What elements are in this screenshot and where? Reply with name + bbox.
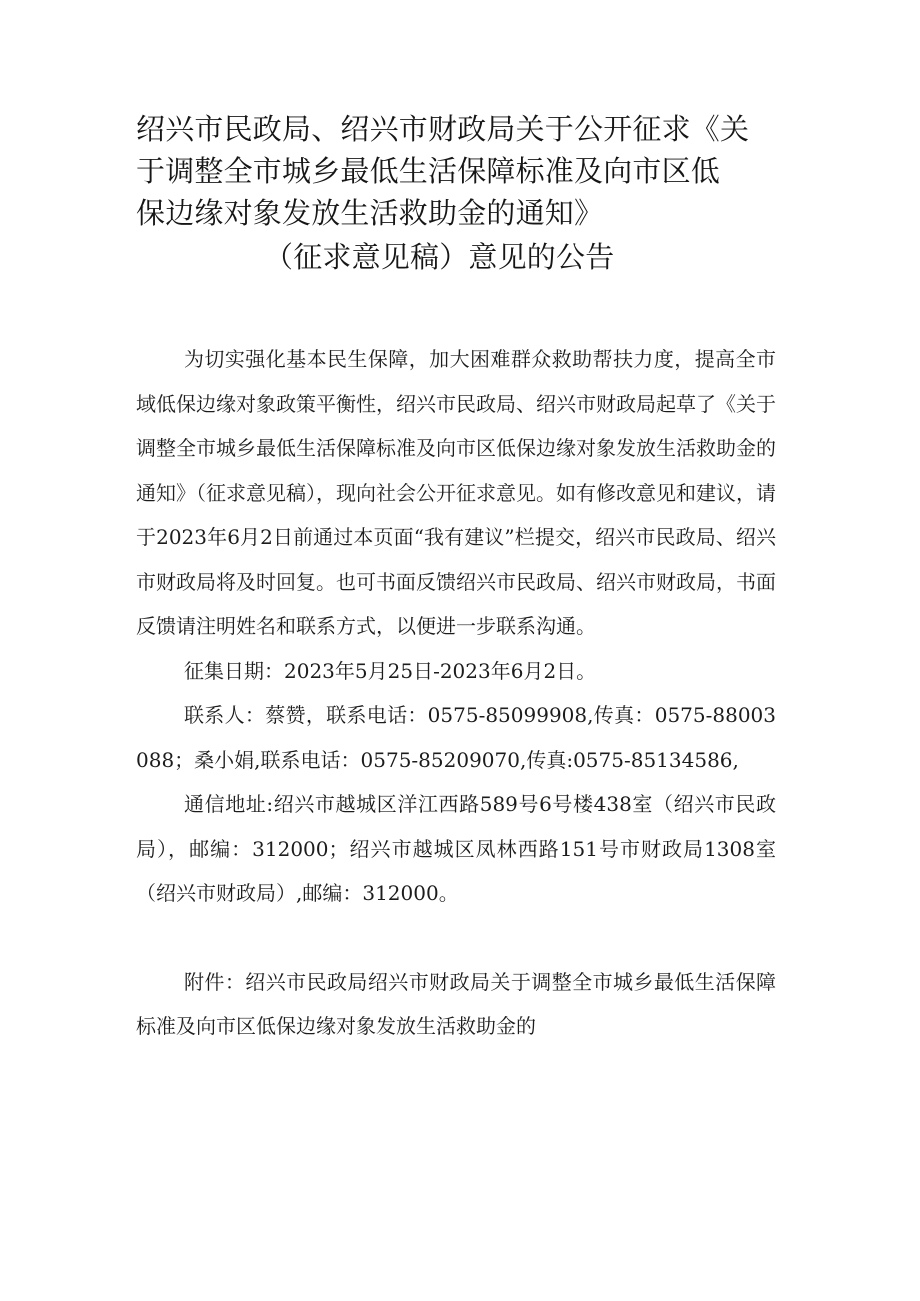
title-line-2: 于调整全市城乡最低生活保障标准及向市区低 <box>136 154 721 188</box>
contacts-paragraph: 联系人：蔡赞，联系电话：0575-85099908,传真：0575-88003088；桑小娟,联系电话：0575-85209070,传真:0575-85134586, <box>136 703 776 772</box>
title-line-3: 保边缘对象发放生活救助金的通知》 <box>136 196 604 230</box>
title-line-1: 绍兴市民政局、绍兴市财政局关于公开征求《关 <box>136 112 750 146</box>
address-paragraph: 通信地址:绍兴市越城区洋江西路589号6号楼438室（绍兴市民政局），邮编：312000；绍兴市越城区凤林西路151号市财政局1308室（绍兴市财政局）,邮编：312000。 <box>136 792 776 905</box>
attachment-paragraph: 附件：绍兴市民政局绍兴市财政局关于调整全市城乡最低生活保障标准及向市区低保边缘对象发放生活救助金的 <box>136 969 776 1038</box>
intro-paragraph: 为切实强化基本民生保障，加大困难群众救助帮扶力度，提高全市域低保边缘对象政策平衡性，绍兴市民政局、绍兴市财政局起草了《关于调整全市城乡最低生活保障标准及向市区低保边缘对象发放生活救助金的通知》（征求意见稿），现向社会公开征求意见。如有修改意见和建议，请于2023年6月2日前通过本页面“我有建议”栏提交，绍兴市民政局、绍兴市财政局将及时回复。也可书面反馈绍兴市民政局、绍兴市财政局，书面反馈请注明姓名和联系方式，以便进一步联系沟通。 <box>136 347 776 638</box>
document-body <box>136 337 776 1049</box>
title-line-4: （征求意见稿）意见的公告 <box>264 240 615 274</box>
document-title <box>136 108 776 278</box>
collection-period-paragraph: 征集日期：2023年5月25日-2023年6月2日。 <box>184 658 597 683</box>
